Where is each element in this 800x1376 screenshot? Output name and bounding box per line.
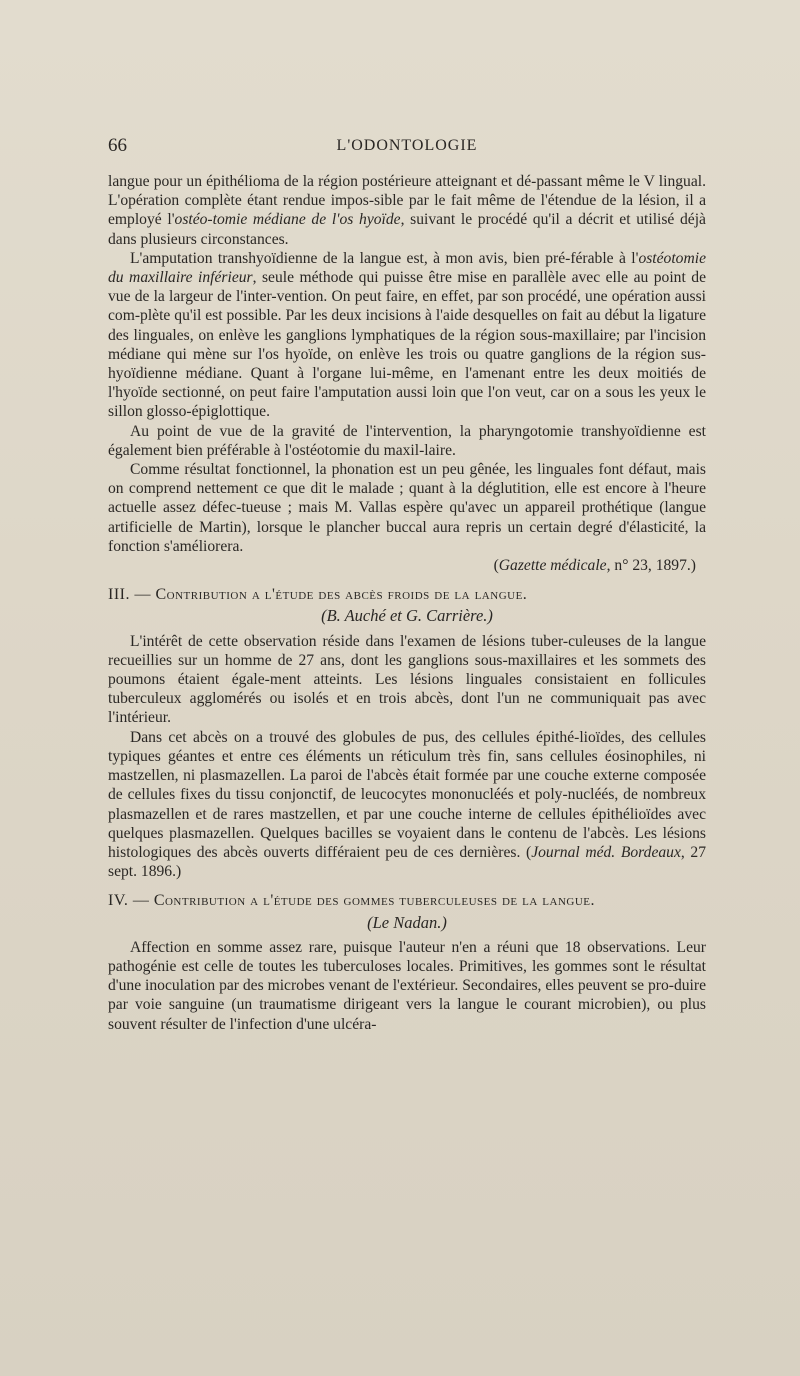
paragraph-2	[108, 249, 706, 422]
paragraph-1	[108, 172, 706, 249]
paragraph-6-text: Dans cet abcès on a trouvé des globules de pus, des cellules épithé-lioïdes, des cellules typiques géantes et entre ces éléments un réticulum très fin, sans cellules éosinophiles, ni mastzellen, ni plasmazellen. La paroi de l'abcès était formée par une couche externe composée de cellules fixes du tissu conjonctif, de leucocytes mononucléés et poly-nucléés, de nombreux plasmazellen et de rares mastzellen, et par une couche interne de cellules épithélioïdes avec quelques plasmazellen. Quelques bacilles se voyaient dans le contenu de l'abcès. Les lésions histologiques des abcès ouverts différaient peu de ces dernières. (	[108, 728, 706, 861]
section-4-author: (Le Nadan.)	[367, 912, 447, 932]
paragraph-2-end: , seule méthode qui puisse être mise en parallèle avec elle au point de vue de la largeur de l'inter-vention. On peut faire, en effet, par son procédé, une opération aussi com-plète qu'il est possible. Par les deux incisions à l'aide desquelles on fait au début la ligature des linguales, on enlève les ganglions lymphatiques de la région sous-maxillaire; par l'incision médiane qui mène sur l'os hyoïde, on enlève les trois ou quatre ganglions de la région sus-hyoïdienne médiane. Quant à l'organe lui-même, en l'amenant entre les deux moitiés de l'hyoïde sectionné, on peut faire l'amputation aussi loin que l'on veut, car on a sous les yeux le sillon glosso-épiglottique.	[108, 269, 706, 421]
paragraph-1-end: , suivant le procédé qu'il a décrit et utilisé déjà dans plusieurs circonstances.	[108, 211, 706, 248]
paragraph-7: Affection en somme assez rare, puisque l'auteur n'en a réuni que 18 observations. Leur pathogénie est celle de toutes les tuberculoses locales. Primitives, les gommes sont le résultat d'une inoculation par des microbes venant de l'extérieur. Secondaires, elles peuvent se pro-duire par voie sanguine (un traumatisme dirigeant vers la langue le courant microbien), ou plus souvent résulter de l'infection d'une ulcéra-	[108, 938, 706, 1033]
paragraph-2-start: L'amputation transhyoïdienne de la langue est, à mon avis, bien pré-férable à l'	[130, 249, 639, 267]
paragraph-2-italic: ostéotomie du maxillaire inférieur	[108, 249, 706, 287]
paragraph-6	[108, 728, 706, 882]
running-title: L'ODONTOLOGIE	[336, 137, 478, 154]
citation-1-open: (	[493, 557, 499, 575]
paragraph-5: L'intérêt de cette observation réside dans l'examen de lésions tuber-culeuses de la langue recueillies sur un homme de 27 ans, dont les ganglions sous-maxillaires et les sommets des poumons étaient égale-ment atteints. Les lésions linguales consistaient en follicules tuberculeux agglomérés ou isolés et en trois abcès, dont l'un ne communiquait pas avec l'intérieur.	[108, 632, 706, 727]
citation-1-italic: Gazette médicale	[498, 557, 607, 575]
section-4-title: IV. — Contribution a l'étude des gommes tuberculeuses de la langue.	[108, 892, 596, 910]
page-body	[108, 172, 706, 1034]
page-header	[108, 135, 706, 161]
section-3-author: (B. Auché et G. Carrière.)	[321, 606, 493, 626]
paragraph-3: Au point de vue de la gravité de l'intervention, la pharyngotomie transhyoïdienne est également bien préférable à l'ostéotomie du maxil-laire.	[108, 422, 706, 459]
paragraph-1-text: langue pour un épithélioma de la région postérieure atteignant et dé-passant même le V lingual. L'opération complète étant rendue impos-sible par le fait même de l'étendue de la lésion, il a employé l'	[108, 173, 706, 229]
paragraph-4: Comme résultat fonctionnel, la phonation est un peu gênée, les linguales font défaut, mais on comprend nettement ce que dit le malade ; quant à la déglutition, elle est encore à l'heure actuelle assez défec-tueuse ; mais M. Vallas espère qu'avec un appareil prothétique (langue artificielle de Martin), lorsque le plancher buccal aura repris un certain degré d'élasticité, la fonction s'améliorera.	[108, 461, 706, 555]
paragraph-1-italic: ostéo-tomie médiane de l'os hyoïde	[174, 211, 401, 229]
section-3-title: III. — Contribution a l'étude des abcès froids de la langue.	[108, 586, 528, 604]
paragraph-6-end: , 27 sept. 1896.)	[108, 843, 707, 881]
citation-1-end: , n° 23, 1897.)	[606, 557, 696, 575]
page-number: 66	[108, 135, 127, 156]
paragraph-6-italic: Journal méd. Bordeaux	[531, 843, 681, 861]
citation-1	[108, 556, 706, 575]
